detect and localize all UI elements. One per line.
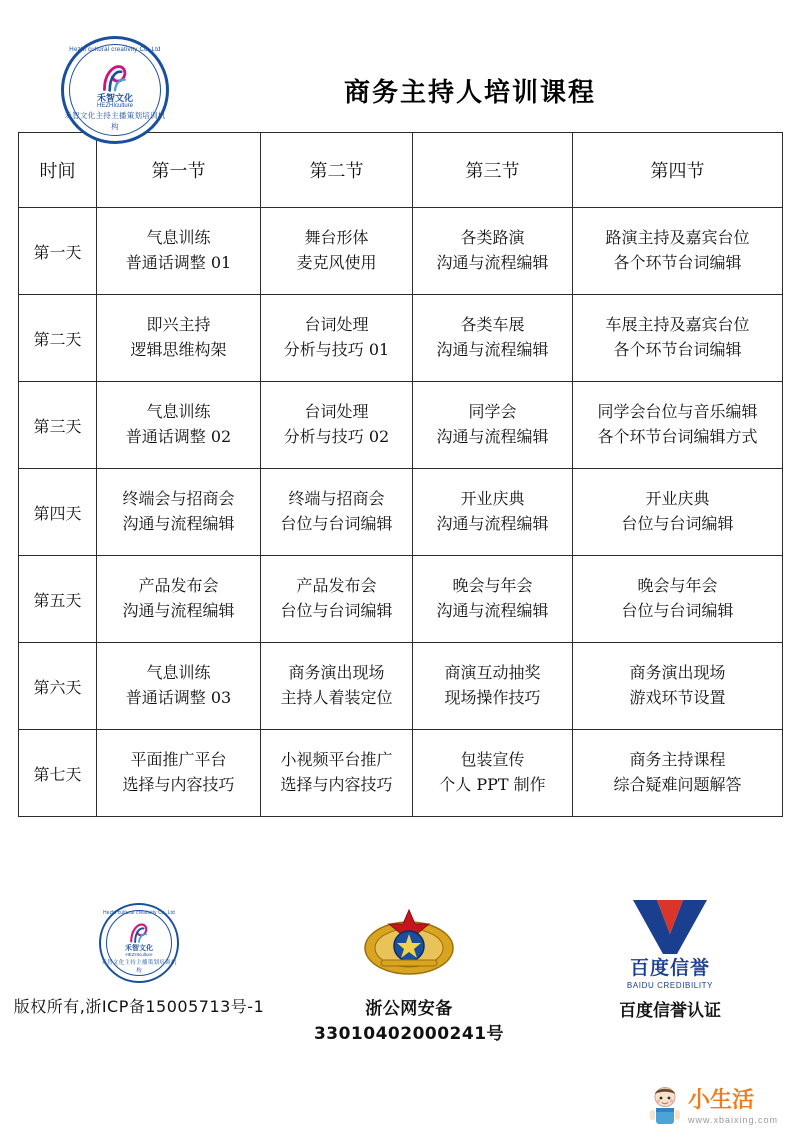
footer-police-block[interactable]	[278, 900, 540, 1044]
baidu-credibility-logo	[540, 900, 800, 990]
table-cell: 气息训练 普通话调整 02	[97, 382, 261, 469]
table-header-cell: 第二节	[261, 133, 413, 208]
table-cell: 小视频平台推广 选择与内容技巧	[261, 730, 413, 817]
row-day-label: 第七天	[19, 730, 97, 817]
footer-baidu-block[interactable]	[540, 900, 800, 1021]
table-cell: 各类车展 沟通与流程编辑	[413, 295, 573, 382]
table-cell: 开业庆典 沟通与流程编辑	[413, 469, 573, 556]
table-cell: 台词处理 分析与技巧 01	[261, 295, 413, 382]
copyright-icp-text: 版权所有,浙ICP备15005713号-1	[13, 997, 265, 1016]
seal-swirl-icon	[97, 63, 133, 93]
schedule-table	[18, 132, 783, 817]
table-cell: 即兴主持 逻辑思维构架	[97, 295, 261, 382]
document-header	[0, 0, 800, 131]
watermark-brand-text: 小生活	[687, 1088, 754, 1113]
table-row	[19, 469, 783, 556]
table-cell: 终端会与招商会 沟通与流程编辑	[97, 469, 261, 556]
police-emblem-icon	[363, 904, 455, 982]
row-day-label: 第三天	[19, 382, 97, 469]
seal-arc-top-text: Hezhi cultural creativity Co.,Ltd	[103, 910, 175, 916]
police-record-text: 浙公网安备 33010402000241号	[313, 999, 505, 1044]
table-cell: 舞台形体 麦克风使用	[261, 208, 413, 295]
table-cell: 晚会与年会 沟通与流程编辑	[413, 556, 573, 643]
table-cell: 晚会与年会 台位与台词编辑	[573, 556, 783, 643]
table-cell: 开业庆典 台位与台词编辑	[573, 469, 783, 556]
table-cell: 台词处理 分析与技巧 02	[261, 382, 413, 469]
baidu-brand-en-text: BAIDU CREDIBILITY	[626, 980, 714, 990]
table-header-cell: 第三节	[413, 133, 573, 208]
mascot-icon	[648, 1085, 682, 1125]
footer-seal-container	[0, 900, 278, 986]
watermark-url-text: www.xbaixing.com	[687, 1115, 778, 1125]
table-cell: 车展主持及嘉宾台位 各个环节台词编辑	[573, 295, 783, 382]
police-emblem-container	[278, 900, 540, 986]
row-day-label: 第五天	[19, 556, 97, 643]
table-cell: 商务演出现场 游戏环节设置	[573, 643, 783, 730]
footer-copyright-block	[0, 900, 278, 1017]
table-cell: 气息训练 普通话调整 03	[97, 643, 261, 730]
row-day-label: 第四天	[19, 469, 97, 556]
table-row	[19, 295, 783, 382]
site-watermark	[648, 1085, 778, 1125]
seal-arc-bottom-text: 禾智文化主持主播策划培训机构	[101, 960, 177, 974]
table-row	[19, 643, 783, 730]
table-cell: 同学会台位与音乐编辑 各个环节台词编辑方式	[573, 382, 783, 469]
row-day-label: 第二天	[19, 295, 97, 382]
table-cell: 产品发布会 沟通与流程编辑	[97, 556, 261, 643]
table-cell: 气息训练 普通话调整 01	[97, 208, 261, 295]
table-cell: 各类路演 沟通与流程编辑	[413, 208, 573, 295]
seal-center-en-text: HEZHIculture	[125, 952, 153, 957]
seal-swirl-icon	[126, 922, 152, 944]
table-cell: 终端与招商会 台位与台词编辑	[261, 469, 413, 556]
table-row	[19, 730, 783, 817]
baidu-v-icon	[627, 896, 713, 958]
seal-arc-top-text: Hezhi cultural creativity Co.,Ltd	[69, 46, 161, 53]
table-header-cell: 第一节	[97, 133, 261, 208]
baidu-certified-text: 百度信誉认证	[619, 1001, 721, 1021]
table-row	[19, 382, 783, 469]
hezhi-culture-seal-icon	[99, 903, 179, 983]
baidu-brand-cn-text: 百度信誉	[629, 957, 710, 980]
table-cell: 平面推广平台 选择与内容技巧	[97, 730, 261, 817]
page-title: 商务主持人培训课程	[343, 77, 596, 108]
seal-center-cn-text: 禾智文化	[125, 945, 153, 952]
seal-center-cn-text: 禾智文化	[96, 93, 133, 103]
table-cell: 路演主持及嘉宾台位 各个环节台词编辑	[573, 208, 783, 295]
logo-container	[0, 36, 230, 144]
schedule-table-container	[18, 132, 782, 817]
hezhi-culture-seal-icon	[61, 36, 169, 144]
row-day-label: 第一天	[19, 208, 97, 295]
table-cell: 商务主持课程 综合疑难问题解答	[573, 730, 783, 817]
seal-arc-bottom-text: 禾智文化主持主播策划培训机构	[64, 111, 166, 131]
table-cell: 同学会 沟通与流程编辑	[413, 382, 573, 469]
table-cell: 产品发布会 台位与台词编辑	[261, 556, 413, 643]
table-row	[19, 556, 783, 643]
table-header-cell: 时间	[19, 133, 97, 208]
table-header-cell: 第四节	[573, 133, 783, 208]
document-footer	[0, 900, 800, 1044]
table-row	[19, 208, 783, 295]
table-cell: 包装宣传 个人 PPT 制作	[413, 730, 573, 817]
table-cell: 商演互动抽奖 现场操作技巧	[413, 643, 573, 730]
seal-center-en-text: HEZHIculture	[96, 103, 133, 109]
row-day-label: 第六天	[19, 643, 97, 730]
table-cell: 商务演出现场 主持人着装定位	[261, 643, 413, 730]
